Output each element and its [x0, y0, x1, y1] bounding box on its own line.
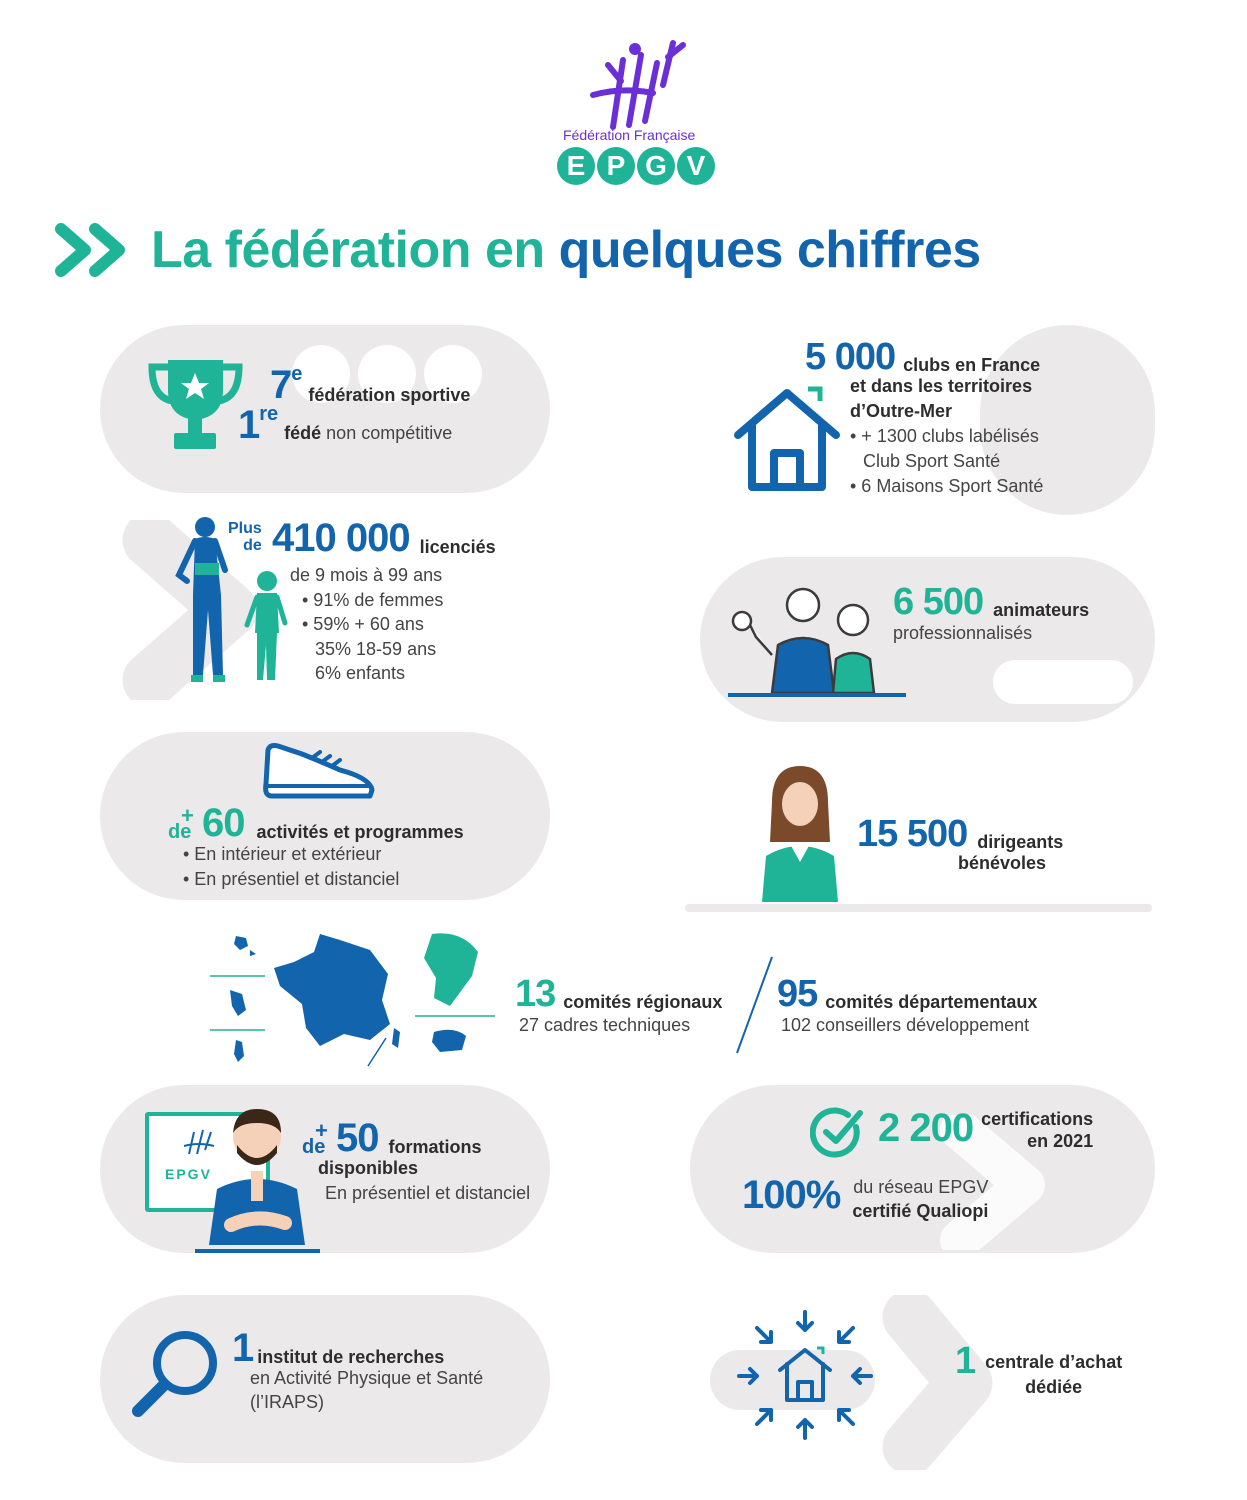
formations-sub: En présentiel et distanciel [325, 1183, 531, 1203]
licencies-prefix [228, 520, 262, 554]
certif-label1: certifications [981, 1109, 1094, 1129]
rank-sup1: e [291, 363, 303, 385]
clubs-num: 5 000 [805, 336, 896, 378]
centrale-labels [985, 1350, 1122, 1400]
licencies-prefix1: Plus [228, 520, 262, 537]
clubs-head [805, 338, 1040, 376]
comites-label2: comités départementaux [825, 992, 1038, 1012]
magnifier-icon [130, 1325, 225, 1420]
formations-plus: + [315, 1118, 328, 1143]
logo-subtitle: Fédération Française [563, 127, 696, 143]
licencies-text [290, 563, 443, 686]
licencies-line3: • 59% + 60 ans [302, 614, 424, 634]
clubs-bullet2: • 6 Maisons Sport Santé [850, 476, 1044, 496]
institut-text [250, 1366, 483, 1414]
clubs-line3: d’Outre-Mer [850, 401, 953, 421]
comites-sub2: 102 conseillers développement [781, 1015, 1030, 1035]
licencies-num: 410 000 [272, 516, 410, 560]
activites-prefix [168, 803, 202, 843]
dirigeants-num: 15 500 [857, 813, 968, 855]
certif-text1: du réseau EPGV [853, 1177, 989, 1197]
activites-head [168, 803, 464, 843]
formations-de: de [302, 1136, 326, 1158]
centrale-label2: dédiée [1025, 1377, 1083, 1397]
animateurs-num: 6 500 [893, 581, 984, 623]
formations-num: 50 [336, 1116, 379, 1160]
sneaker-icon [262, 740, 377, 805]
rank-num2: 1 [238, 403, 260, 447]
clubs-text [850, 374, 1043, 499]
certif-text2: certifié Qualiopi [852, 1201, 989, 1221]
activites-num: 60 [202, 801, 245, 845]
formations-label1: formations [388, 1137, 482, 1157]
trophy-icon [148, 355, 243, 455]
logo-letters [557, 147, 715, 185]
clubs-bullet1: • + 1300 clubs labélisés [850, 426, 1039, 446]
comites-num1: 13 [515, 973, 556, 1015]
house-icon [730, 385, 845, 493]
certif-pct-row [742, 1175, 988, 1223]
animateurs-head [893, 583, 1089, 621]
licencies-line5: 6% enfants [315, 663, 406, 683]
animateurs-label: animateurs [993, 600, 1090, 620]
certif-labels [981, 1108, 1093, 1152]
certif-head [878, 1108, 1093, 1152]
animateurs-dot [993, 660, 1133, 704]
licencies-line1: de 9 mois à 99 ans [290, 565, 443, 585]
comites-left [515, 975, 722, 1036]
france-map-icon [210, 928, 500, 1068]
activites-label: activités et programmes [256, 822, 464, 842]
double-chevron-icon [55, 223, 135, 277]
comites-sub1: 27 cadres techniques [519, 1015, 691, 1035]
centrale-head [955, 1342, 1122, 1400]
formations-head [302, 1118, 482, 1158]
logo [555, 35, 715, 190]
board-text: EPGV [165, 1166, 212, 1182]
comites-label1: comités régionaux [563, 992, 723, 1012]
clubs-line2: et dans les territoires [850, 376, 1033, 396]
certif-num: 2 200 [878, 1106, 974, 1150]
director-icon [750, 762, 850, 907]
rank-text2: non compétitive [326, 423, 453, 443]
activites-bullet1: • En intérieur et extérieur [183, 844, 382, 864]
dirigeants-sub: bénévoles [958, 853, 1047, 873]
licencies-line4: 35% 18-59 ans [315, 638, 437, 659]
rank-line1 [270, 365, 470, 406]
activites-text [183, 842, 399, 892]
licencies-head [272, 518, 496, 558]
activites-bullet2: • En présentiel et distanciel [183, 869, 400, 889]
certif-pct: 100% [742, 1173, 841, 1217]
centrale-label1: centrale d’achat [985, 1352, 1123, 1372]
clubs-bullet1b: Club Sport Santé [863, 451, 1001, 471]
gymnast-logo-icon [583, 35, 693, 130]
divider-slash [732, 955, 777, 1055]
title-part2: quelques chiffres [558, 221, 981, 279]
activites-de: de [168, 821, 192, 843]
page-title [55, 215, 981, 285]
check-circle-icon [810, 1105, 865, 1160]
institut-head [232, 1328, 444, 1368]
rank-line2 [238, 405, 452, 445]
centrale-num: 1 [955, 1340, 976, 1382]
rank-sup2: re [259, 403, 279, 425]
dirigeants-label: dirigeants [977, 832, 1064, 852]
licencies-line2: • 91% de femmes [302, 589, 444, 610]
dirigeants-head [857, 815, 1063, 853]
formations-prefix [302, 1118, 336, 1158]
rank-num1: 7 [270, 363, 292, 407]
activites-plus: + [181, 803, 194, 828]
certif-label2: en 2021 [1027, 1131, 1094, 1151]
comites-num2: 95 [777, 973, 818, 1015]
logo-letter-g: G [637, 147, 675, 185]
logo-letter-e: E [557, 147, 595, 185]
rank-text1: fédération sportive [308, 385, 471, 405]
institut-num: 1 [232, 1326, 254, 1370]
dirigeants-line [685, 904, 1152, 912]
clubs-line1: clubs en France [903, 355, 1041, 375]
institut-line2: (l’IRAPS) [250, 1392, 325, 1412]
logo-letter-v: V [677, 147, 715, 185]
certif-texts [852, 1175, 988, 1223]
licencies-prefix2: de [243, 537, 262, 554]
licencies-label: licenciés [419, 537, 496, 557]
comites-right [777, 975, 1037, 1036]
rank-bold2: fédé [284, 423, 322, 443]
institut-line1: en Activité Physique et Santé [250, 1368, 484, 1388]
title-part1: La fédération en [151, 221, 545, 279]
institut-label: institut de recherches [257, 1347, 445, 1367]
animateurs-sub: professionnalisés [893, 623, 1033, 643]
coaches-icon [728, 585, 908, 700]
logo-letter-p: P [597, 147, 635, 185]
formations-label2: disponibles [318, 1158, 419, 1178]
purchase-hub-icon [735, 1308, 875, 1443]
